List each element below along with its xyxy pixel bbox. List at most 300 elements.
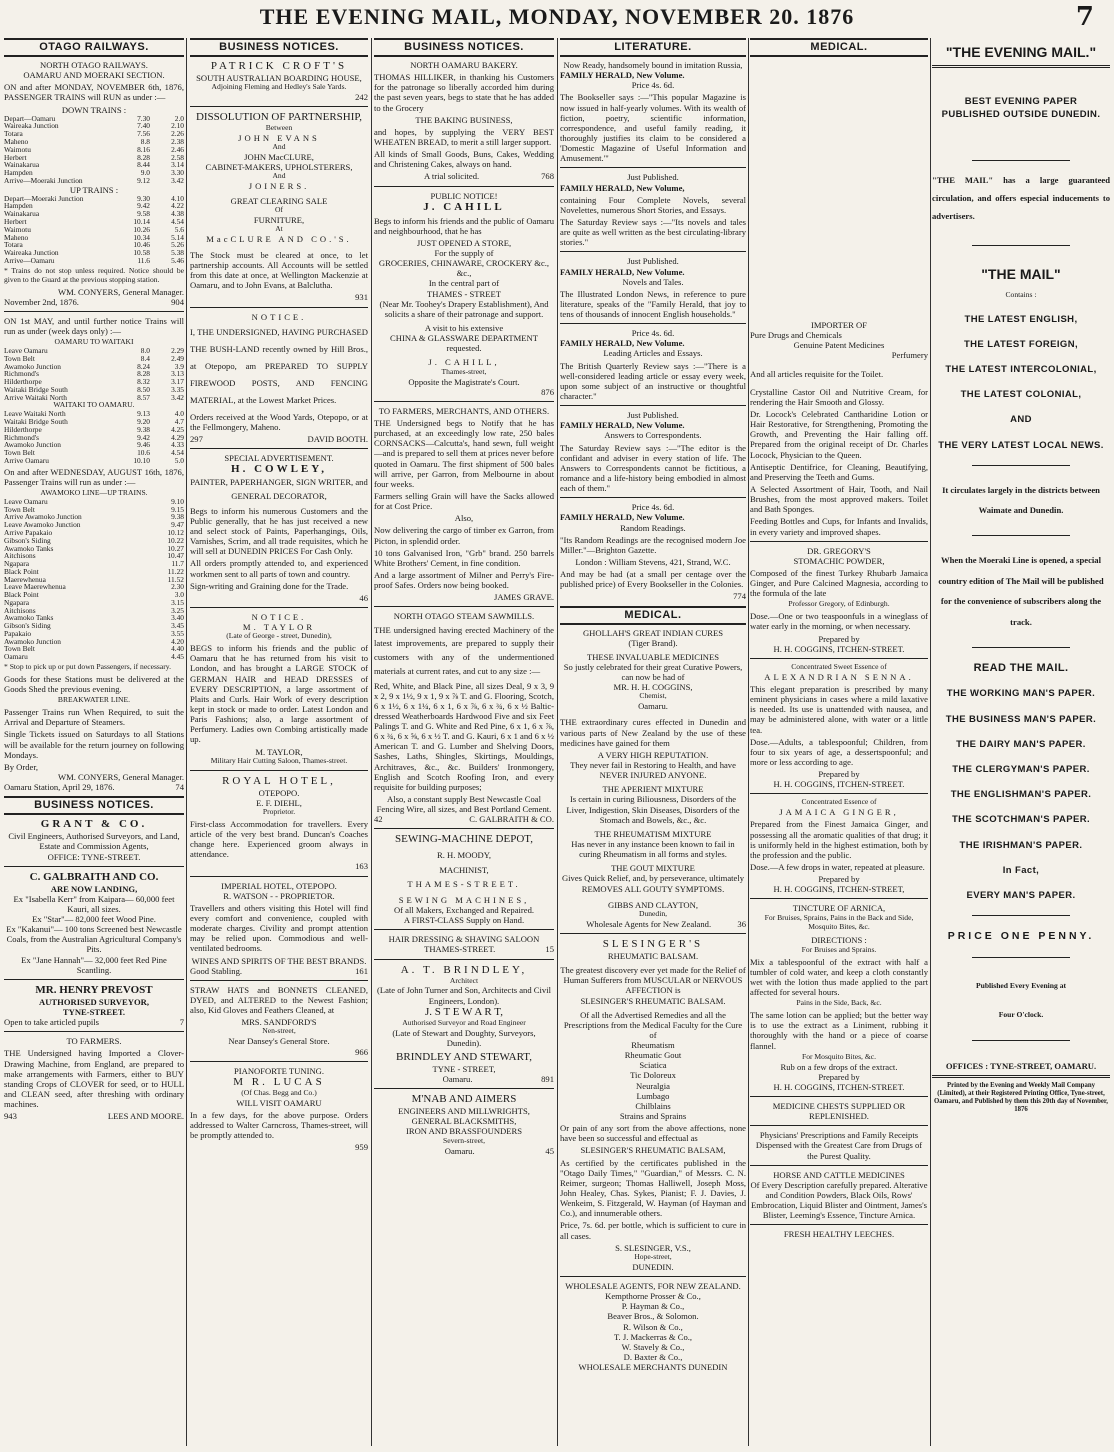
paper-title: "THE MAIL" xyxy=(981,266,1061,283)
ad-text: Proprietor. xyxy=(262,806,296,816)
signature: WM. CONYERS, General Manager. xyxy=(57,286,184,297)
station-name: Leave Oamaru xyxy=(4,346,48,356)
paper-item: THE BUSINESS MAN'S PAPER. xyxy=(945,713,1097,725)
ad-text: Sign-writing and Graining done for the Trade. xyxy=(190,580,349,591)
ad-title: H. COWLEY, xyxy=(231,463,327,476)
departure-time: 3.0 xyxy=(174,590,184,600)
product-item: A Selected Assortment of Hair, Tooth, and Nail Brushes, from the most approved makers. Toilet and Bath Sponges. xyxy=(750,483,928,515)
ad-title: SLESINGER'S xyxy=(602,937,704,950)
timetable-row xyxy=(4,552,184,560)
station-name: Arrive Oamaru xyxy=(4,455,49,465)
station-name: Arrive—Oamaru xyxy=(4,255,55,265)
paper-list xyxy=(932,688,1110,901)
ad-text: ARE NOW LANDING, xyxy=(50,883,138,894)
departure-time: 10.22 xyxy=(167,535,184,545)
ad-text: Perfumery xyxy=(891,350,928,361)
ad-text: THOMAS HILLIKER, in thanking his Customers for the patronage so liberally accorded him during the past seven years, begs to state that he has added to the Grocery xyxy=(374,72,554,113)
departure-time: 5.26 xyxy=(171,240,184,250)
ad-text: FURNITURE, xyxy=(253,214,305,225)
ad-title: M'NAB AND AIMERS xyxy=(411,1093,517,1106)
note: * Trains do not stop unless required. Notice should be given to the Guard at the previous stopping station. xyxy=(4,265,184,284)
timetable-row xyxy=(4,234,184,242)
ad-title: GHOLLAH'S GREAT INDIAN CURES xyxy=(582,627,724,638)
ad-title: J. CAHILL xyxy=(423,200,505,213)
departure-time: 8.50 xyxy=(137,384,150,394)
ad-title: HAIR DRESSING & SHAVING SALOON xyxy=(388,934,540,945)
contents-item: THE VERY LATEST LOCAL NEWS. xyxy=(938,439,1104,451)
ad-text: At xyxy=(275,223,283,233)
timetable-row xyxy=(4,457,184,465)
paper-title: "THE EVENING MAIL." xyxy=(945,44,1097,60)
timetable-row xyxy=(4,210,184,218)
ad-text: THE GOUT MIXTURE xyxy=(611,863,695,874)
notice-text: ON 1st MAY, and until further notice Trains will run as under (week days only) :— xyxy=(4,315,184,336)
product-item: Dr. Locock's Celebrated Cantharidine Lotion or Hair Restorative, for Strengthening, Promoting the Growth, and Preventing the Hair falling off. Prepared from the original receipt of Dr. Charles Locock, Physician to the Queen. xyxy=(750,408,928,460)
ad-text: CHINA & GLASSWARE DEPARTMENT xyxy=(390,333,538,344)
departure-time: 10.34 xyxy=(133,232,150,242)
product-item: Antiseptic Dentifrice, for Cleaning, Beautifying, and Preserving the Teeth and Gums. xyxy=(750,461,928,482)
ad-text: A visit to his extensive xyxy=(424,323,504,334)
note: * Stop to pick up or put down Passengers, if necessary. xyxy=(4,662,171,671)
ailment-item: Chilblains xyxy=(635,1100,671,1111)
station-name: Hilderthorpe xyxy=(4,377,42,387)
ad-text: Civil Engineers, Authorised Surveyors, and Land, Estate and Commission Agents, xyxy=(8,831,180,852)
product-item: Feeding Bottles and Cups, for Infants and Invalids, in every variety and improved shapes. xyxy=(750,516,928,537)
column-divider xyxy=(748,38,749,1446)
departure-time: 4.10 xyxy=(171,193,184,203)
ad-text: A FIRST-CLASS Supply on Hand. xyxy=(403,915,525,926)
agent-item: D. Baxter & Co., xyxy=(623,1351,683,1362)
column-divider xyxy=(930,38,931,1446)
departure-time: 8.24 xyxy=(137,361,150,371)
ad-text: THESE INVALUABLE MEDICINES xyxy=(586,651,720,662)
departure-time: 3.35 xyxy=(171,384,184,394)
ad-title: TO FARMERS, MERCHANTS, AND OTHERS. xyxy=(378,405,550,416)
ad-text: The same lotion can be applied; but the better way is to use the extract as a Liniment, rubbing it thoroughly with the hand or a piece of coarse flannel. xyxy=(750,1010,928,1051)
timetable-row xyxy=(4,146,184,154)
timetable-row xyxy=(4,257,184,265)
departure-time: 3.13 xyxy=(171,369,184,379)
departure-time: 8.44 xyxy=(137,160,150,170)
ad-text: AUTHORISED SURVEYOR, xyxy=(38,996,149,1007)
section-header: OTAGO RAILWAYS. xyxy=(4,38,184,57)
ad-text: Of xyxy=(274,204,283,214)
slogan: PUBLISHED OUTSIDE DUNEDIN. xyxy=(941,108,1101,120)
column-divider xyxy=(557,38,558,1446)
ad-text: E. F. DIEHL, xyxy=(256,797,302,808)
station-name: Herbert xyxy=(4,217,27,226)
ad-text: Of Every Description carefully prepared. Alterative and Condition Powders, Black Oils, Rows' Embrocation, Liquid Blister and Ointment, James's Blister, Leeming's Essence, Tincture Arnica. xyxy=(750,1179,928,1221)
ad-text: Just Published. xyxy=(627,172,679,183)
signature: WM. CONYERS, General Manager. xyxy=(57,772,184,783)
paper-item: THE SCOTCHMAN'S PAPER. xyxy=(951,814,1091,826)
ad-text: "Its Random Readings are the recognised modern Joe Miller."—Brighton Gazette. xyxy=(560,534,746,555)
departure-time: 4.38 xyxy=(171,209,184,219)
ad-text: Good Stabling. xyxy=(190,965,243,976)
timetable-heading: OAMARU TO WAITAKI xyxy=(54,337,134,347)
signature: M. TAYLOR, xyxy=(255,746,303,757)
ad-text: THE extraordinary cures effected in Dunedin and various parts of New Zealand by the use of these medicines have gained for them xyxy=(560,717,746,748)
ad-text: Begs to inform his friends and the public of Oamaru and neighbourhood, that he has xyxy=(374,215,554,236)
departure-time: 10.14 xyxy=(133,217,150,226)
station-name: Leave Waitaki North xyxy=(4,409,66,419)
ailment-item: Tic Doloreux xyxy=(630,1070,676,1081)
ad-text: Of all Makers, Exchanged and Repaired. xyxy=(393,905,535,915)
ad-text: London : William Stevens, 421, Strand, W.C. xyxy=(575,557,731,568)
station-name: Gibson's Siding xyxy=(4,535,51,545)
station-name: Town Belt xyxy=(4,504,35,514)
ad-title: PATRICK CROFT'S xyxy=(210,59,348,72)
station-name: Town Belt xyxy=(4,448,35,458)
station-name: Aitchisons xyxy=(4,605,36,615)
station-name: Leave Maerewhenua xyxy=(4,582,66,592)
station-name: Herbert xyxy=(4,152,27,162)
departure-time: 2.29 xyxy=(171,346,184,356)
departure-time: 10.6 xyxy=(137,448,150,458)
departure-time: 9.30 xyxy=(137,193,150,203)
station-name: Awamoko Junction xyxy=(4,440,62,450)
departure-time: 10.26 xyxy=(133,224,150,234)
ad-text: MacCLURE AND CO.'S. xyxy=(206,233,352,244)
ailment-item: Lumbago xyxy=(636,1090,670,1101)
departure-time: 11.52 xyxy=(167,574,184,584)
departure-time: 2.30 xyxy=(171,582,184,592)
slogan: BEST EVENING PAPER xyxy=(964,95,1078,107)
text: Contains : xyxy=(1005,289,1037,299)
departure-time: 2.49 xyxy=(171,353,184,363)
signature: J. CAHILL, xyxy=(428,357,500,368)
timetable-heading: AWAMOKO LINE—UP TRAINS. xyxy=(40,487,148,497)
departure-time: 7.30 xyxy=(137,113,150,123)
departure-time: 2.38 xyxy=(171,136,184,146)
ad-text: Concentrated Sweet Essence of xyxy=(791,661,887,671)
ad-text: Mix a tablespoonful of the extract with half a tumbler of cold water, and keep a cloth constantly wet with the lotion thus made applied to the part affected for several hours. xyxy=(750,956,928,997)
notice-text: Passenger Trains run When Required, to suit the Arrival and Departure of Steamers. xyxy=(4,707,184,728)
departure-time: 10.47 xyxy=(167,551,184,561)
ad-text: H. H. COGGINS, ITCHEN-STREET. xyxy=(773,779,905,790)
departure-time: 9.38 xyxy=(171,512,184,522)
station-name: Depart—Moeraki Junction xyxy=(4,193,84,203)
section-header: BUSINESS NOTICES. xyxy=(4,796,184,815)
ad-text: All kinds of Small Goods, Buns, Cakes, Wedding and Christening Cakes, always on hand. xyxy=(374,149,554,170)
heading: OAMARU AND MOERAKI SECTION. xyxy=(23,70,165,81)
ad-text: Prepared from the Finest Jamaica Ginger, and possessing all the aromatic qualities of that drug; it is uniformly held in the highest estimation, both by the profession and the public. xyxy=(750,819,928,860)
timetable-row xyxy=(4,138,184,146)
ad-text: Price 4s. 6d. xyxy=(631,328,675,339)
ad-title: IMPORTER OF xyxy=(810,319,868,330)
ad-text: containing Four Complete Novels, several Novelettes, numerous Short Stories, and Essays. xyxy=(560,194,746,215)
timetable-row xyxy=(4,653,184,661)
ad-text: Is certain in curing Biliousness, Disorders of the Liver, Indigestion, Skin Diseases, Disorders of the Stomach and Bowels, &c., &c. xyxy=(566,794,740,825)
column-business-notices xyxy=(190,38,368,1446)
slogan: READ THE MAIL. xyxy=(973,661,1069,674)
departure-time: 3.40 xyxy=(171,613,184,623)
departure-time: 4.0 xyxy=(174,409,184,419)
departure-time: 9.38 xyxy=(137,424,150,434)
date: Oamaru Station, April 29, 1876. xyxy=(4,782,115,793)
station-name: Hilderthorpe xyxy=(4,424,42,434)
ad-title: M R. LUCAS xyxy=(233,1075,325,1088)
ad-text: And a large assortment of Milner and Perry's Fire-proof Safes. Orders now being booked. xyxy=(374,569,554,591)
departure-time: 3.9 xyxy=(174,361,184,371)
ad-text: TYNE-STREET. xyxy=(62,1007,126,1018)
ad-title: IMPERIAL HOTEL, OTEPOPO. xyxy=(221,880,337,891)
ad-title: NORTH OAMARU BAKERY. xyxy=(410,59,518,70)
ailment-list xyxy=(560,1040,746,1121)
ad-text: Chemist, xyxy=(639,691,667,701)
ad-number: 768 xyxy=(541,171,554,182)
ad-text: THE Undersigned begs to Notify that he has purchased, at an exceedingly low rate, 250 bales CORNSACKS—Calcutta's, hand sewn, full weight—and is prepared to sell them at prices never before quoted in Oamaru. The first shipment of 500 bales will arrive, per Garron, from Melbourne in about four weeks. xyxy=(374,417,554,489)
ad-text: Travellers and others visiting this Hotel will find every comfort and convenience, coupled with moderate charges. Civility and prompt attention may be relied upon. Commodious and well-ventilated bedrooms. xyxy=(190,902,368,954)
ad-text: Architect xyxy=(449,975,479,985)
ad-text: Now delivering the cargo of timber ex Garron, from Picton, in splendid order. xyxy=(374,525,554,546)
ad-text: This elegant preparation is prescribed by many eminent physicians in cases where a mild laxative is needed. Its use is unattended with nausea, and may be administered alone, with water or a little tea. xyxy=(750,683,928,735)
ad-text: requested. xyxy=(446,343,482,354)
ad-text: WINES AND SPIRITS OF THE BEST BRANDS. xyxy=(191,955,367,966)
ad-title: DR. GREGORY'S xyxy=(807,545,871,556)
ad-title: C. GALBRAITH AND CO. xyxy=(29,870,159,883)
promo-text: When the Moeraki Line is opened, a special country edition of The Mail will be published for the convenience of subscribers along the track. xyxy=(938,555,1104,627)
ad-text: Dose.—A few drops in water, repeated at pleasure. xyxy=(750,862,925,873)
paper-item: THE IRISHMAN'S PAPER. xyxy=(959,839,1083,851)
departure-time: 10.12 xyxy=(167,527,184,537)
text: Published Every Evening at xyxy=(975,980,1067,990)
timetable-row xyxy=(4,226,184,234)
station-name: Ngapara xyxy=(4,559,30,569)
ad-title: SPECIAL ADVERTISEMENT. xyxy=(224,453,334,464)
ad-text: Hope-street, xyxy=(634,1251,672,1261)
ad-text: Thames-street, xyxy=(441,366,487,376)
column-evening-mail xyxy=(932,38,1110,1446)
ad-text: As certified by the certificates published in the "Otago Daily Times," "Guardian," of Messrs. C. N. Reimer, surgeon; Thomas Halliwell, Joseph Moss, John Healey, Chas. Sykes, Pianist; F. J. Davies, J. Wenkeim, S. Fitzgerald, W. Hayman (of Hayman and Co.), and innumerable others. xyxy=(560,1157,746,1219)
departure-time: 5.14 xyxy=(171,232,184,242)
ad-text: and hopes, by supplying the VERY BEST WHEATEN BREAD, to merit a still larger support. xyxy=(374,126,554,147)
ad-title: FRESH HEALTHY LEECHES. xyxy=(783,1229,895,1240)
ad-title: MEDICINE CHESTS SUPPLIED OR REPLENISHED. xyxy=(772,1101,906,1122)
ad-text: Professor Gregory, of Edinburgh. xyxy=(788,599,890,609)
station-name: Richmond's xyxy=(4,369,40,379)
departure-time: 4.22 xyxy=(171,201,184,211)
ad-text: Answers to Correspondents. xyxy=(604,430,702,441)
timetable-row xyxy=(4,122,184,130)
departure-time: 8.57 xyxy=(137,392,150,402)
ad-text: Has never in any instance been known to fail in curing Rheumatism in all forms and styles. xyxy=(571,839,735,860)
ad-text: Dunedin, xyxy=(638,908,668,918)
ad-title: GRANT & CO. xyxy=(40,818,148,831)
departure-time: 2.58 xyxy=(171,152,184,162)
ad-text: GENERAL BLACKSMITHS, xyxy=(411,1116,517,1127)
ad-text: Price, 7s. 6d. per bottle, which is sufficient to cure in all cases. xyxy=(560,1220,746,1241)
ad-text: (Late of John Turner and Son, Architects and Civil Engineers, London). xyxy=(376,985,551,1006)
ad-text: JOHN MacCLURE, xyxy=(244,152,314,163)
departure-time: 2.10 xyxy=(171,121,184,131)
station-name: Papakaio xyxy=(4,628,32,638)
station-name: Leave Oamaru xyxy=(4,496,48,506)
blank-space xyxy=(750,60,928,320)
station-name: Gibson's Siding xyxy=(4,621,51,631)
signature: LEES AND MOORE. xyxy=(107,1111,184,1122)
departure-time: 5.38 xyxy=(171,248,184,258)
station-name: Awamoko Junction xyxy=(4,636,62,646)
ad-text: The Bookseller says :—"This popular Magazine is now issued in half-yearly volumes. With its wealth of fiction, poetry, scientific information, correspondence, and useful family reading, it thoroughly justifies its claim to be considered a 'Domestic Magazine of Useful Information and Amusement.'" xyxy=(560,92,746,164)
product-item: Crystalline Castor Oil and Nutritive Cream, for rendering the Hair Smooth and Glossy. xyxy=(750,386,928,407)
ad-text: JOINERS. xyxy=(248,181,310,192)
ad-number: 46 xyxy=(359,592,368,603)
departure-time: 9.58 xyxy=(137,209,150,219)
agent-item: W. Stavely & Co., xyxy=(621,1341,685,1352)
station-name: Waitaki Bridge South xyxy=(4,384,68,394)
station-name: Arrive Awamoko Junction xyxy=(4,512,82,522)
ailment-item: Rheumatic Gout xyxy=(624,1050,682,1061)
ad-text: Or pain of any sort from the above affections, none have been so successful and effectual as xyxy=(560,1123,746,1144)
timetable-waitaki xyxy=(4,347,184,401)
ad-number: 242 xyxy=(355,92,368,103)
departure-time: 9.20 xyxy=(137,417,150,427)
ad-text: (Late of Stewart and Doughty, Surveyors, Dunedin). xyxy=(392,1027,536,1048)
ad-text: SEWING MACHINES, xyxy=(398,894,530,905)
section-header: MEDICAL. xyxy=(750,38,928,57)
ad-text: H. H. COGGINS, ITCHEN-STREET. xyxy=(773,643,905,654)
ad-text: Novels and Tales. xyxy=(622,276,684,287)
ad-number: 74 xyxy=(175,782,184,793)
station-name: Richmond's xyxy=(4,432,40,442)
column-business-notices-2 xyxy=(374,38,554,1446)
timetable-row xyxy=(4,218,184,226)
ad-text: MR. H. H. COGGINS, xyxy=(613,682,693,693)
departure-time: 11.6 xyxy=(137,255,150,265)
ad-text: Oamaru. xyxy=(442,1074,473,1085)
ad-title: JAMAICA GINGER, xyxy=(779,807,899,818)
ad-text: H. H. COGGINS, ITCHEN-STREET. xyxy=(773,1081,905,1092)
ad-text: They never fail in Restoring to Health, and have xyxy=(570,760,736,771)
ad-text: (Near Mr. Toohey's Drapery Establishment), And solicits a share of their patronage and support. xyxy=(379,298,549,319)
text: Four O'clock. xyxy=(998,1009,1044,1019)
heading: NORTH OTAGO RAILWAYS. xyxy=(40,59,148,70)
contents-list xyxy=(932,314,1110,451)
ad-text: SLESINGER'S RHEUMATIC BALSAM, xyxy=(580,1145,726,1156)
departure-time: 10.58 xyxy=(133,248,150,258)
ad-number: 876 xyxy=(541,386,554,397)
departure-time: 5.46 xyxy=(171,255,184,265)
ad-text: All orders promptly attended to, and experienced workmen sent to all parts of town and country. xyxy=(190,558,368,579)
masthead-title: THE EVENING MAIL, MONDAY, NOVEMBER 20. 1876 xyxy=(259,4,855,29)
corner-mark: 7 xyxy=(1075,2,1094,32)
departure-time: 3.55 xyxy=(171,628,184,638)
ad-text: Authorised Surveyor and Road Engineer xyxy=(402,1017,526,1027)
ad-number: 904 xyxy=(171,296,184,307)
ad-text: Dose.—Adults, a tablespoonful; Children, from four to six years of age, a dessertspoonful; and more or less according to age. xyxy=(750,736,928,767)
departure-time: 9.15 xyxy=(171,504,184,514)
departure-time: 9.0 xyxy=(140,168,150,178)
station-name: Awamoko Junction xyxy=(4,361,62,371)
departure-time: 7.56 xyxy=(137,129,150,139)
departure-time: 2.26 xyxy=(171,129,184,139)
ad-text: JUST OPENED A STORE, xyxy=(416,237,512,248)
ad-text: THE APERIENT MIXTURE xyxy=(602,784,704,795)
ad-text: IRON AND BRASSFOUNDERS xyxy=(405,1126,523,1137)
ad-text: Prepared by xyxy=(818,633,860,644)
ad-title: MR. HENRY PREVOST xyxy=(35,983,153,996)
ad-text: And xyxy=(272,171,286,181)
section-header: BUSINESS NOTICES. xyxy=(374,38,554,57)
ad-text: Wholesale Agents for New Zealand. xyxy=(586,918,712,929)
ad-text: Just Published. xyxy=(627,256,679,267)
ad-text: I, THE UNDERSIGNED, HAVING PURCHASED THE BUSH-LAND recently owned by Hill Bros., at Otepopo, am PREPARED TO SUPPLY FIREWOOD POSTS, AND FENCING MATERIAL, at the Lowest Market Prices. xyxy=(190,326,368,406)
contents-item: THE LATEST ENGLISH, xyxy=(964,313,1078,325)
ad-text: GIBBS AND CLAYTON, xyxy=(607,899,698,910)
ailment-item: Neuralgia xyxy=(636,1080,670,1091)
ad-text: Now Ready, handsomely bound in imitation Russia, xyxy=(563,59,743,70)
departure-time: 11.22 xyxy=(167,566,184,576)
departure-time: 2.0 xyxy=(174,113,184,123)
ad-number: 959 xyxy=(355,1142,368,1153)
ad-title: FAMILY HERALD, New Volume. xyxy=(560,338,685,349)
departure-time: 5.6 xyxy=(174,224,184,234)
ad-title: ROYAL HOTEL, xyxy=(222,774,336,787)
ad-title: A. T. BRINDLEY, xyxy=(400,963,528,976)
ad-title: FAMILY HERALD, New Volume. xyxy=(560,420,685,431)
station-name: Oamaru xyxy=(4,652,28,662)
station-name: Black Point xyxy=(4,590,39,600)
contents-item: THE LATEST COLONIAL, xyxy=(960,389,1082,401)
ad-text: Concentrated Essence of xyxy=(801,797,877,807)
ad-text: THE BAKING BUSINESS, xyxy=(415,114,513,125)
departure-time: 5.0 xyxy=(174,455,184,465)
ad-number: 15 xyxy=(545,944,554,955)
ad-text: H. H. COGGINS, ITCHEN-STREET, xyxy=(773,884,905,895)
ad-text: Nen-street, xyxy=(262,1026,296,1036)
agent-item: T. J. Mackerras & Co., xyxy=(613,1331,693,1342)
departure-time: 3.14 xyxy=(171,160,184,170)
ad-title: NOTICE. xyxy=(251,311,307,322)
ad-text: Opposite the Magistrate's Court. xyxy=(408,376,520,387)
departure-time: 8.4 xyxy=(140,353,150,363)
ad-text: TYNE - STREET, xyxy=(432,1063,496,1074)
ad-text: Price 4s. 6d. xyxy=(631,80,675,91)
ad-number: 891 xyxy=(541,1074,554,1085)
ad-text: Just Published. xyxy=(627,410,679,421)
station-name: Depart—Oamaru xyxy=(4,113,56,123)
ad-text: Composed of the finest Turkey Rhubarb Jamaica Ginger, and Pure Calcined Magnesia, according to the formula of the late xyxy=(750,567,928,599)
ad-text: Prepared by xyxy=(818,1071,860,1082)
departure-time: 3.17 xyxy=(171,377,184,387)
ad-title: FAMILY HERALD, New Volume, xyxy=(560,182,685,193)
timetable-down xyxy=(4,115,184,185)
timetable-heading: DOWN TRAINS : xyxy=(61,104,127,115)
ad-text: Random Readings. xyxy=(620,522,686,533)
ad-text: BEGS to inform his friends and the public of Oamaru that he has returned from his visit to London, and has brought a LARGE STOCK of GERMAN HAIR and HEAD DRESSES of EVERY DESCRIPTION, a large assortment of Plaits and Curls. Hair Work of every description kept in stock or made to order. Latest London and Paris Fashions; also, a large assortment of Perfumery. Ladies own Combing artistically made up. xyxy=(190,643,368,745)
departure-time: 3.42 xyxy=(171,392,184,402)
column-divider xyxy=(186,38,187,1446)
departure-time: 9.12 xyxy=(137,175,150,185)
agent-item: R. Wilson & Co., xyxy=(623,1321,683,1332)
ad-text: Farmers selling Grain will have the Sacks allowed for at Cost Price. xyxy=(374,490,554,512)
ad-text: A trial solicited. xyxy=(424,171,480,182)
paper-item: THE ENGLISHMAN'S PAPER. xyxy=(950,789,1092,801)
agent-item: P. Hayman & Co., xyxy=(621,1301,685,1312)
departure-time: 4.20 xyxy=(171,636,184,646)
ad-text: Ex "Jane Hannah"— 32,000 feet Red Pine Scantling. xyxy=(21,954,167,975)
ad-title: WHOLESALE AGENTS, FOR NEW ZEALAND. xyxy=(565,1280,741,1291)
departure-time: 3.15 xyxy=(171,597,184,607)
ad-text: For Bruises and Sprains. xyxy=(801,944,877,954)
ad-text: Military Hair Cutting Saloon, Thames-street. xyxy=(210,755,348,765)
ad-title: TINCTURE OF ARNICA, xyxy=(792,903,886,914)
station-name: Wainakarua xyxy=(4,209,40,219)
station-name: Arrive Papakaio xyxy=(4,527,53,537)
ad-title: FAMILY HERALD, New Volume. xyxy=(560,70,685,81)
ad-text: THE undersigned having erected Machinery of the latest improvements, are prepared to supply their customers with any of the undermentioned materials at current rates, and cut to any size :— xyxy=(374,624,554,676)
